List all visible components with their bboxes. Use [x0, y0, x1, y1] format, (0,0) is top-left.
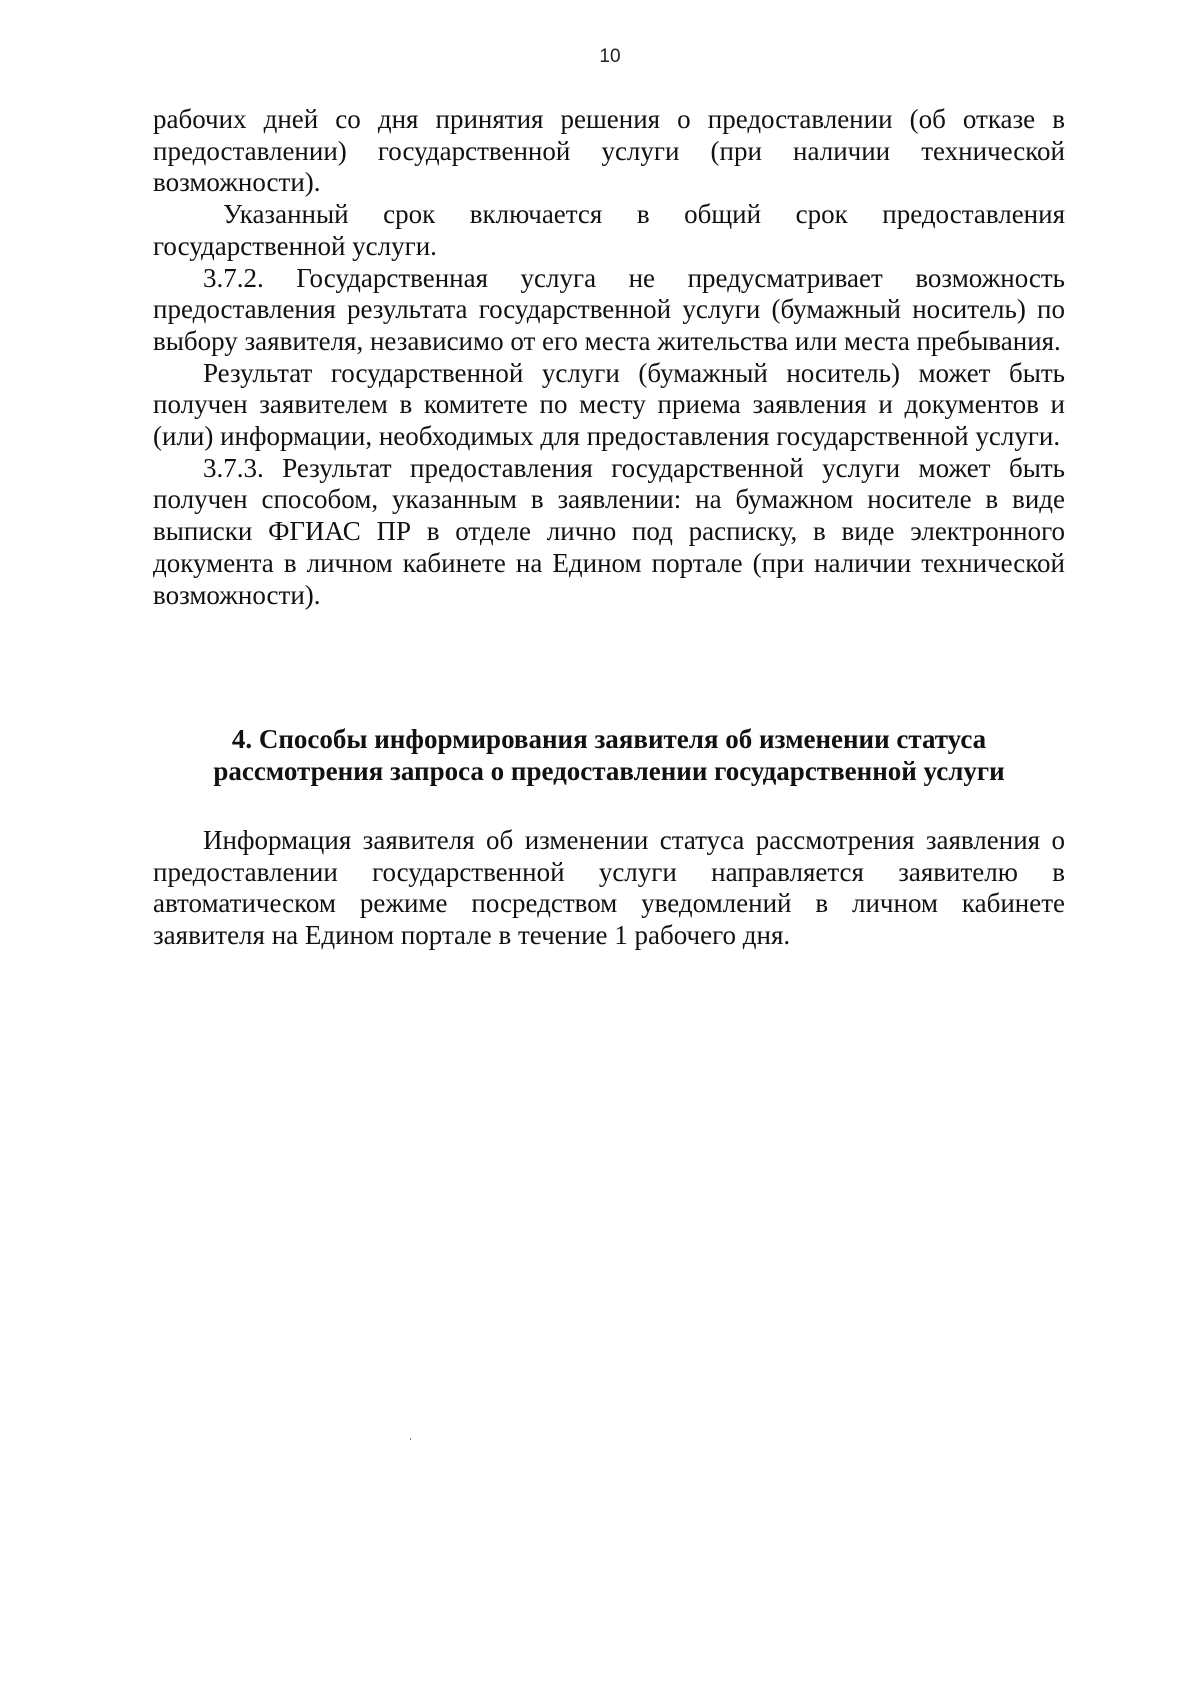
- section-heading-line-1: 4. Способы информирования заявителя об изменении статуса: [231, 724, 987, 754]
- paragraph-term-included: Указанный срок включается в общий срок предоставления государственной услуги.: [153, 199, 1065, 261]
- page-number: 10: [599, 46, 621, 67]
- paragraph-continuation: рабочих дней со дня принятия решения о предоставлении (об отказе в предоставлении) государственной услуги (при наличии технической возможности).: [153, 104, 1065, 198]
- paragraph-status-info: Информация заявителя об изменении статуса рассмотрения заявления о предоставлении государственной услуги направляется заявителю в автоматическом режиме посредством уведомлений в личном кабинете заявителя на Едином портале в течение 1 рабочего дня.: [153, 825, 1065, 951]
- paragraph-3-7-2: 3.7.2. Государственная услуга не предусматривает возможность предоставления результата государственной услуги (бумажный носитель) по выбору заявителя, независимо от его места жительства или места пребывания.: [153, 262, 1065, 356]
- section-heading-line-2: рассмотрения запроса о предоставлении государственной услуги: [213, 755, 1005, 786]
- scan-artifact: [410, 1438, 411, 1440]
- paragraph-result-paper: Результат государственной услуги (бумажный носитель) может быть получен заявителем в комитете по месту приема заявления и документов и (или) информации, необходимых для предоставления государственной услуги.: [153, 357, 1065, 452]
- paragraph-3-7-3: 3.7.3. Результат предоставления государственной услуги может быть получен способом, указанным в заявлении: на бумажном носителе в виде выписки ФГИАС ПР в отделе лично под расписку, в виде электронного документа в личном кабинете на Едином портале (при наличии технической возможности).: [153, 452, 1065, 610]
- document-body-top: [153, 104, 1065, 611]
- section-heading: [153, 724, 1065, 787]
- document-body-bottom: [153, 825, 1065, 952]
